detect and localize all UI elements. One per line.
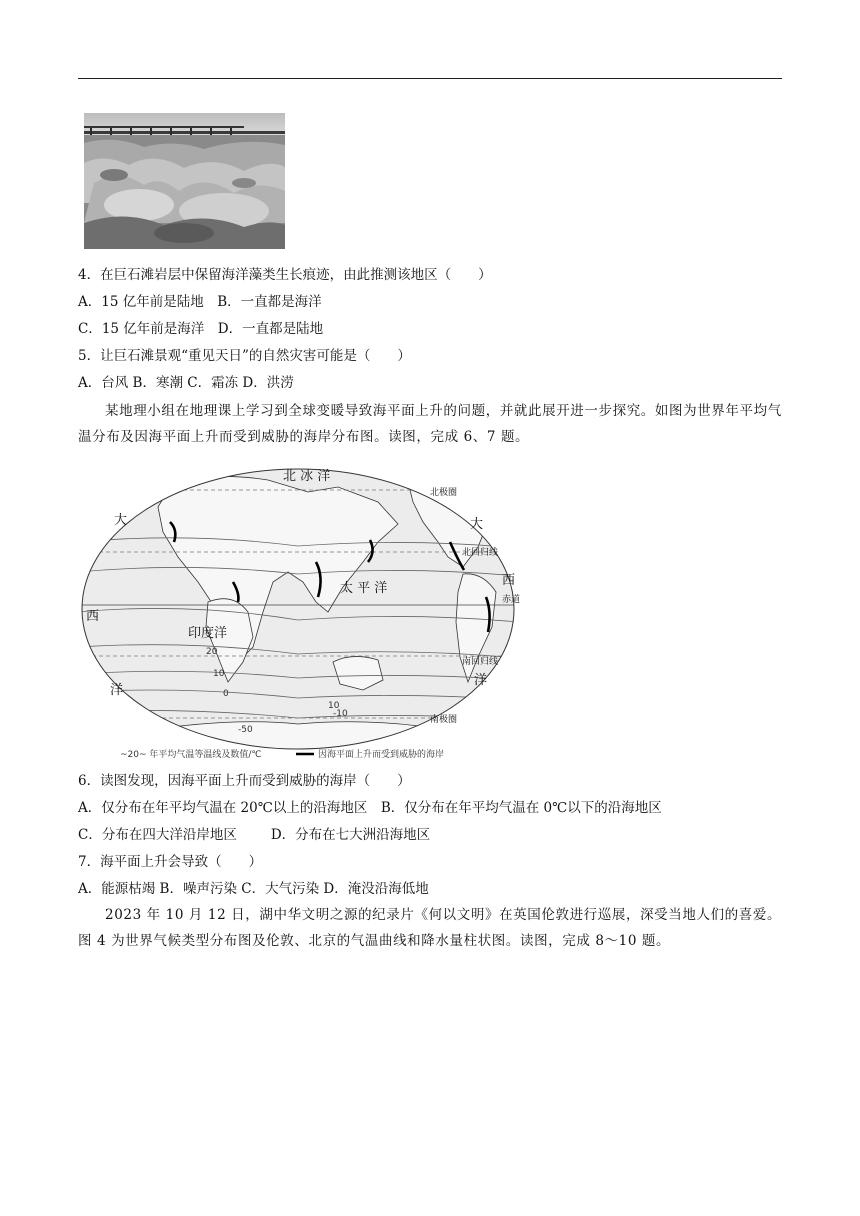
label-atlantic-da-left: 大 — [114, 513, 128, 528]
legend-isotherm: ~20~ 年平均气温等温线及数值/℃ — [120, 750, 262, 760]
label-arctic-ocean: 北 冰 洋 — [283, 469, 331, 484]
header-rule — [78, 78, 782, 79]
label-equator: 赤道 — [502, 595, 521, 605]
q7-stem: 7．海平面上升会导致（ ） — [78, 854, 263, 870]
isotherm-label-10b: 10 — [328, 701, 340, 711]
label-indian: 印度洋 — [188, 626, 228, 641]
label-atlantic-da-right: 大 — [470, 517, 484, 532]
q6-options-ab: A．仅分布在年平均气温在 20℃以上的沿海地区 B．仅分布在年平均气温在 0℃以下的沿海地区 — [78, 800, 662, 816]
label-atlantic-xi-right: 西 — [502, 573, 516, 588]
isotherm-label-10: 10 — [213, 669, 225, 679]
rock-beach-photo — [84, 113, 285, 249]
label-tropic-north: 北回归线 — [462, 548, 499, 558]
label-atlantic-xi-left: 西 — [86, 609, 100, 624]
q5-options: A．台风 B．寒潮 C．霜冻 D．洪涝 — [78, 375, 294, 391]
q6-stem: 6．读图发现，因海平面上升而受到威胁的海岸（ ） — [78, 773, 411, 789]
q5-stem: 5．让巨石滩景观“重见天日”的自然灾害可能是（ ） — [78, 348, 411, 364]
label-atlantic-yang-right: 洋 — [474, 673, 488, 688]
isotherm-label-minus50: -50 — [238, 725, 253, 735]
isotherm-label-0: 0 — [223, 689, 229, 699]
intro-8-10: 2023 年 10 月 12 日，湖中华文明之源的纪录片《何以文明》在英国伦敦进行巡展，深受当地人们的喜爱。图 4 为世界气候类型分布图及伦敦、北京的气温曲线和降水量柱状图。读图，完成 8～10 题。 — [78, 907, 782, 949]
q7-options: A．能源枯竭 B．噪声污染 C．大气污染 D．淹没沿海低地 — [78, 881, 429, 897]
isotherm-label-minus10: -10 — [333, 709, 348, 719]
q4-options-cd: C．15 亿年前是海洋 D．一直都是陆地 — [78, 321, 324, 337]
q4-options-ab: A．15 亿年前是陆地 B．一直都是海洋 — [78, 294, 322, 310]
world-temperature-map — [78, 462, 521, 762]
q6-option-d: D．分布在七大洲沿海地区 — [270, 827, 431, 843]
q6-option-c: C．分布在四大洋沿岸地区 — [78, 827, 237, 843]
q4-stem: 4．在巨石滩岩层中保留海洋藻类生长痕迹，由此推测该地区（ ） — [78, 267, 492, 283]
label-pacific: 太 平 洋 — [340, 581, 388, 596]
intro-6-7: 某地理小组在地理课上学习到全球变暖导致海平面上升的问题，并就此展开进一步探究。如图为世界年平均气温分布及因海平面上升而受到威胁的海岸分布图。读图，完成 6、7 题。 — [78, 403, 782, 445]
label-antarctic-circle: 南极圈 — [430, 715, 458, 725]
q6-options-cd — [78, 826, 430, 844]
label-tropic-south: 南回归线 — [462, 657, 499, 667]
label-arctic-circle: 北极圈 — [430, 488, 458, 498]
isotherm-label-20: 20 — [206, 647, 218, 657]
label-atlantic-yang-left: 洋 — [110, 683, 124, 698]
legend-coast: 因海平面上升而受到威胁的海岸 — [318, 750, 445, 760]
